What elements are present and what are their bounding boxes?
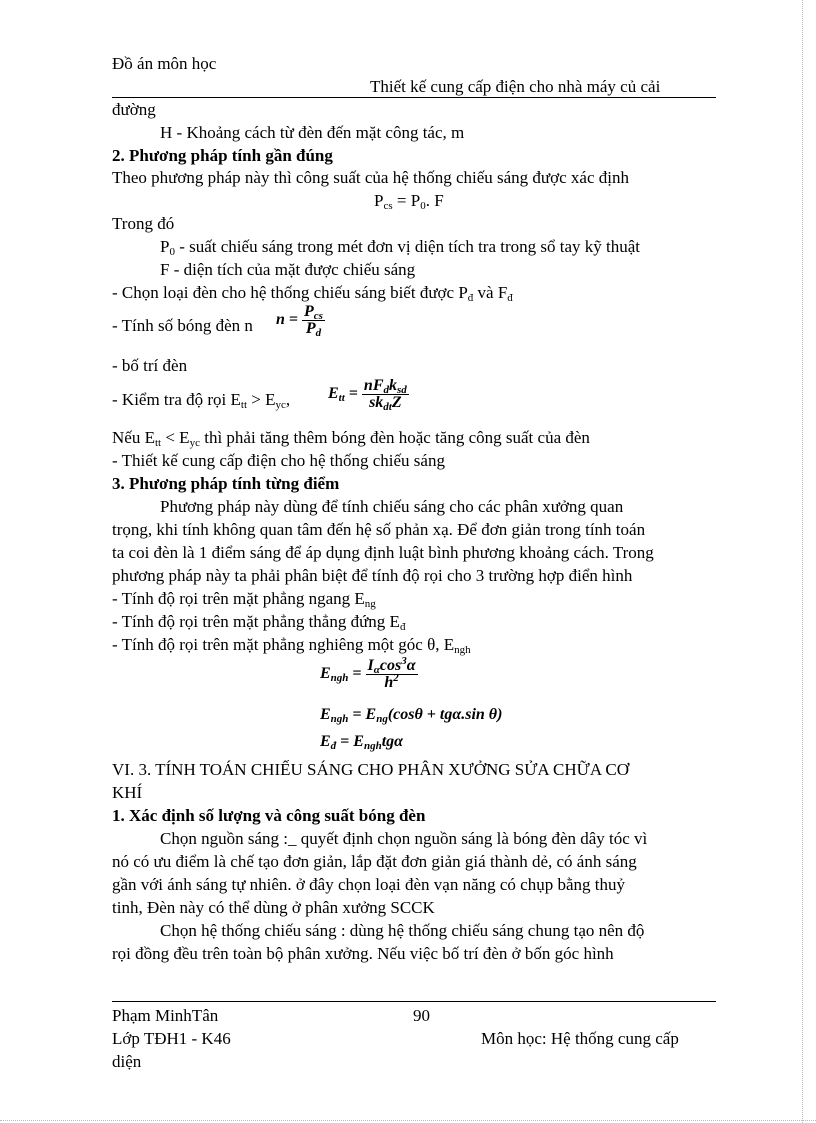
section-heading: 1. Xác định số lượng và công suất bóng đèn bbox=[112, 806, 426, 825]
page-number: 90 bbox=[413, 1006, 430, 1025]
text-line: - Tính số bóng đèn n bbox=[112, 316, 253, 335]
footer-author: Phạm MinhTân bbox=[112, 1006, 219, 1025]
text-line: $P_0$ - suất chiếu sáng trong mét đơn vị diện tích tra trong sổ tay kỹ thuật bbox=[160, 237, 641, 258]
text-line: - Kiểm tra độ rọi $E_{tt} > E_{yc}$, bbox=[112, 390, 291, 411]
formula-ed: $E_đ = E_{ngh}tg\alpha$ bbox=[320, 733, 404, 752]
text-line: Chọn hệ thống chiếu sáng : dùng hệ thống chiếu sáng chung tạo nên độ bbox=[160, 921, 645, 940]
text-line: H - Khoảng cách từ đèn đến mặt công tác, m bbox=[160, 123, 465, 142]
text-line: nó có ưu điểm là chế tạo đơn giản, lắp đặt đơn giản giá thành dẻ, có ánh sáng bbox=[112, 852, 637, 871]
page-edge-right bbox=[802, 0, 803, 1123]
text-line: gần với ánh sáng tự nhiên. ở đây chọn loại đèn vạn năng có chụp bằng thuỷ bbox=[112, 875, 625, 894]
text-line: - Chọn loại đèn cho hệ thống chiếu sáng biết được $P_đ$ và $F_đ$ bbox=[112, 283, 513, 304]
text-line: đường bbox=[112, 100, 156, 119]
text-line: F - diện tích của mặt được chiếu sáng bbox=[160, 260, 416, 279]
page-edge-bottom bbox=[0, 1120, 816, 1121]
text-line: - Thiết kế cung cấp điện cho hệ thống chiếu sáng bbox=[112, 451, 445, 470]
chapter-heading: KHÍ bbox=[112, 783, 143, 802]
footer-rule bbox=[112, 1001, 716, 1002]
text-line: Theo phương pháp này thì công suất của hệ thống chiếu sáng được xác định bbox=[112, 168, 629, 187]
formula-engh-1: $E_{ngh}$ = $\frac{I_\alpha\cos^3\alpha}{h^2}$ bbox=[320, 655, 416, 691]
text-line: - bố trí đèn bbox=[112, 356, 188, 375]
formula-n: n = $\frac{P_{cs}}{P_d}$ bbox=[276, 303, 323, 339]
text-line: - Tính độ rọi trên mặt phẳng nghiêng một góc θ, $E_{ngh}$ bbox=[112, 635, 471, 656]
text-line: phương pháp này ta phải phân biệt để tính độ rọi cho 3 trường hợp điển hình bbox=[112, 566, 633, 585]
formula-ett: $E_{tt}$ = $\frac{nF_dk_{sd}}{sk_{dt}Z}$ bbox=[328, 377, 407, 413]
formula-engh-2: $E_{ngh} = E_{ng}(\cos\theta + tg\alpha.\sin$ θ) bbox=[320, 706, 503, 725]
pcs-equation: $P_{cs} = P_0$. F bbox=[374, 191, 444, 212]
section-heading: 3. Phương pháp tính từng điểm bbox=[112, 474, 340, 493]
text-line: Phương pháp này dùng để tính chiếu sáng cho các phân xưởng quan bbox=[160, 497, 624, 516]
text-line: rọi đồng đều trên toàn bộ phân xưởng. Nếu việc bố trí đèn ở bốn góc hình bbox=[112, 944, 614, 963]
section-heading: 2. Phương pháp tính gần đúng bbox=[112, 146, 333, 165]
text-line: Trong đó bbox=[112, 214, 175, 233]
header-right: Thiết kế cung cấp điện cho nhà máy củ cải bbox=[370, 77, 661, 96]
text-line: Nếu $E_{tt} < E_{yc}$ thì phải tăng thêm bóng đèn hoặc tăng công suất của đèn bbox=[112, 428, 590, 449]
text-line: ta coi đèn là 1 điểm sáng để áp dụng định luật bình phương khoảng cách. Trong bbox=[112, 543, 654, 562]
footer-class: Lớp TĐH1 - K46 bbox=[112, 1029, 231, 1048]
text-line: trọng, khi tính không quan tâm đến hệ số phản xạ. Để đơn giản trong tính toán bbox=[112, 520, 646, 539]
header-rule bbox=[112, 97, 716, 98]
footer-subject: Môn học: Hệ thống cung cấp bbox=[481, 1029, 679, 1048]
chapter-heading: VI. 3. TÍNH TOÁN CHIẾU SÁNG CHO PHÂN XƯỞNG SỬA CHỮA CƠ bbox=[112, 760, 630, 779]
text-line: Chọn nguồn sáng :_ quyết định chọn nguồn sáng là bóng đèn dây tóc vì bbox=[160, 829, 648, 848]
text-line: tinh, Đèn này có thể dùng ở phân xưởng SCCK bbox=[112, 898, 435, 917]
text-line: - Tính độ rọi trên mặt phẳng ngang $E_{ng}$ bbox=[112, 589, 376, 610]
header-left: Đồ án môn học bbox=[112, 54, 217, 73]
footer-subject-cont: diện bbox=[112, 1052, 142, 1071]
text-line: - Tính độ rọi trên mặt phẳng thẳng đứng $E_đ$ bbox=[112, 612, 406, 633]
